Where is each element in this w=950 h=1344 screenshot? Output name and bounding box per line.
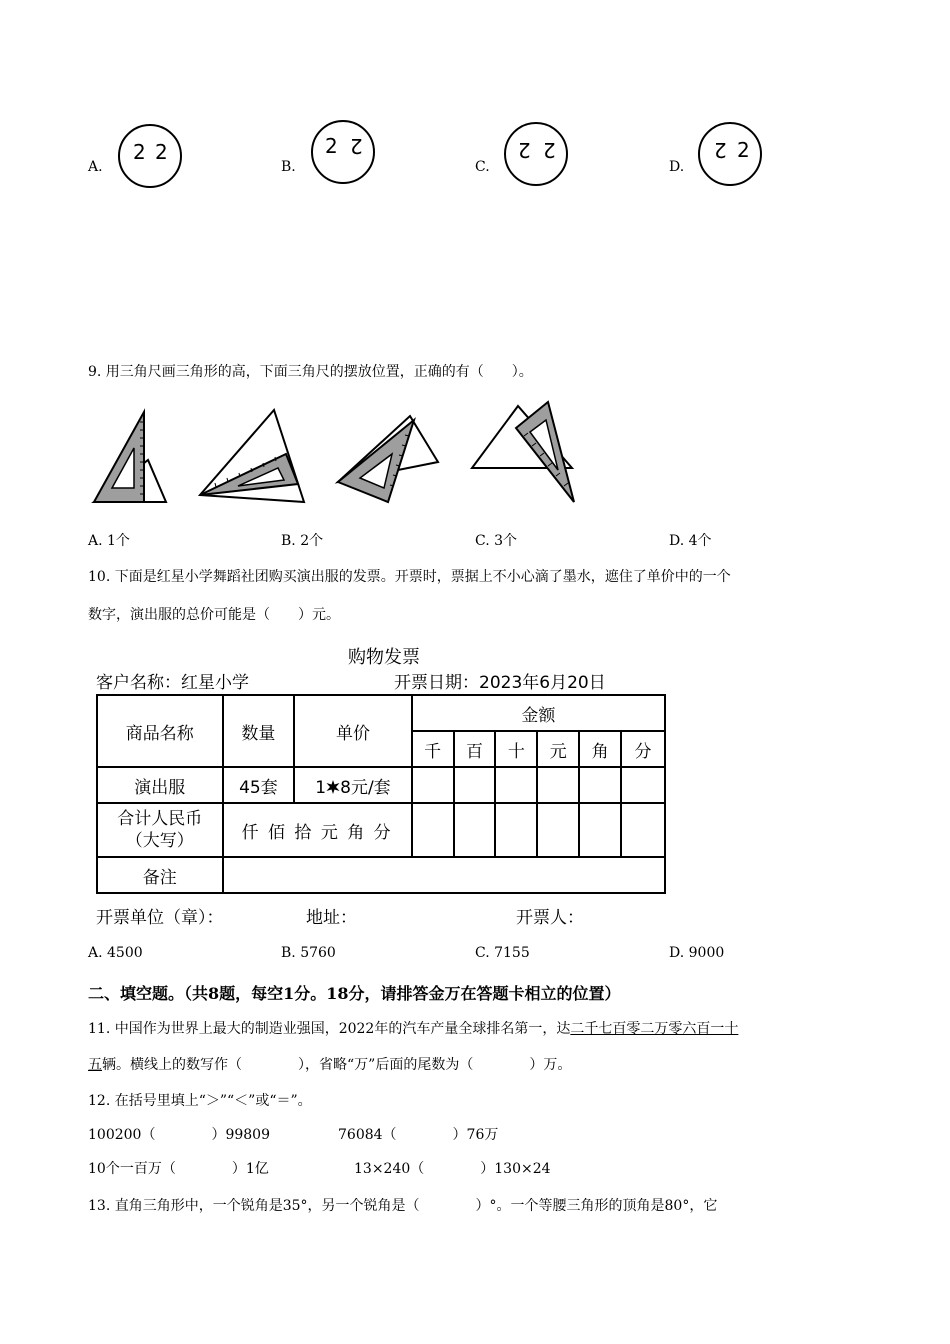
invoice-col-qty: 数量 xyxy=(223,695,295,767)
q11-underline2: 五 xyxy=(88,1057,102,1073)
q10-option-d: D. 9000 xyxy=(669,945,725,961)
q8-b-digit-right: 2 xyxy=(350,134,363,158)
q8-option-c-label: C. xyxy=(475,159,490,175)
invoice-total-cell xyxy=(621,803,665,857)
q8-a-digit-right: 2 xyxy=(155,140,168,164)
q9-figure-a xyxy=(94,412,166,502)
q9-triangles-figure xyxy=(88,398,588,510)
q9-text: 9. 用三角尺画三角形的高，下面三角尺的摆放位置，正确的有（ ）。 xyxy=(88,364,533,380)
q8-option-d-figure xyxy=(698,122,762,186)
price-prefix: 1 xyxy=(315,777,327,798)
price-suffix: 8元/套 xyxy=(340,777,391,798)
q11-pre: 11. 中国作为世界上最大的制造业强国，2022年的汽车产量全球排名第一，达 xyxy=(88,1021,571,1037)
q8-d-digit-right: 2 xyxy=(737,138,750,162)
q9-figure-b xyxy=(200,410,304,502)
q10-text-line2: 数字，演出服的总价可能是（ ）元。 xyxy=(88,607,340,623)
q11-line2 xyxy=(88,1054,571,1074)
invoice-item-qty: 45套 xyxy=(223,767,295,803)
q9-figure-d xyxy=(472,402,574,502)
q8-option-b-label: B. xyxy=(281,159,296,175)
invoice-address: 地址： xyxy=(306,908,357,928)
invoice-amount-cell xyxy=(412,767,454,803)
q8-c-digit-right: 2 xyxy=(543,138,556,162)
invoice-total-cell xyxy=(579,803,621,857)
q8-option-a-label: A. xyxy=(88,159,103,175)
invoice-date: 开票日期：2023年6月20日 xyxy=(394,673,606,693)
q12-text: 12. 在括号里填上“＞”“＜”或“＝”。 xyxy=(88,1093,312,1109)
q9-option-b: B. 2个 xyxy=(281,533,324,549)
invoice-drawer: 开票人： xyxy=(516,908,584,928)
invoice-customer: 客户名称：红星小学 xyxy=(96,673,249,693)
invoice-item-name: 演出服 xyxy=(97,767,223,803)
q8-a-digit-left: 2 xyxy=(133,140,146,164)
invoice-total-cell xyxy=(537,803,579,857)
invoice-unit-yuan: 元 xyxy=(537,731,579,767)
q8-b-digit-left: 2 xyxy=(325,134,338,158)
invoice-total-label xyxy=(97,803,223,857)
q10-option-a: A. 4500 xyxy=(88,945,143,961)
invoice-total-label-line2: （大写） xyxy=(125,831,194,851)
q8-option-a-figure xyxy=(118,124,182,188)
q12-row2b: 13×240（ ）130×24 xyxy=(354,1161,551,1177)
invoice-item-price xyxy=(294,767,411,803)
invoice-total-cell xyxy=(454,803,496,857)
invoice-total-words: 仟 佰 拾 元 角 分 xyxy=(223,803,412,857)
q8-d-digit-left: 2 xyxy=(714,138,727,162)
invoice-title: 购物发票 xyxy=(348,647,420,668)
q8-option-d-label: D. xyxy=(669,159,685,175)
invoice-issuer: 开票单位（章）： xyxy=(96,908,224,928)
invoice-total-cell xyxy=(495,803,537,857)
q9-option-d: D. 4个 xyxy=(669,533,712,549)
invoice-col-amount: 金额 xyxy=(412,695,665,731)
invoice-amount-cell xyxy=(621,767,665,803)
q8-option-b-figure xyxy=(311,120,375,184)
q13-text: 13. 直角三角形中，一个锐角是35°，另一个锐角是（ ）°。一个等腰三角形的顶角是80°，它 xyxy=(88,1198,718,1214)
q9-figure-c xyxy=(338,416,438,502)
ink-blot-icon xyxy=(326,780,340,794)
invoice-unit-fen: 分 xyxy=(621,731,665,767)
section2-heading: 二、填空题。（共8题，每空1分。18分，请排答金万在答题卡相立的位置） xyxy=(88,984,621,1003)
invoice-col-price: 单价 xyxy=(294,695,411,767)
invoice-col-name: 商品名称 xyxy=(97,695,223,767)
q9-option-c: C. 3个 xyxy=(475,533,518,549)
invoice-amount-cell xyxy=(495,767,537,803)
q12-row1b: 76084（ ）76万 xyxy=(338,1127,499,1143)
q8-c-digit-left: 2 xyxy=(518,138,531,162)
q9-option-a: A. 1个 xyxy=(88,533,130,549)
q10-option-b: B. 5760 xyxy=(281,945,336,961)
invoice-amount-cell xyxy=(454,767,496,803)
invoice-total-label-line1: 合计人民币 xyxy=(117,809,203,829)
q12-row1a: 100200（ ）99809 xyxy=(88,1127,270,1143)
q11-post: 辆。横线上的数写作（ ），省略“万”后面的尾数为（ ）万。 xyxy=(102,1057,572,1073)
q8-option-c-figure xyxy=(504,122,568,186)
invoice-unit-qian: 千 xyxy=(412,731,454,767)
q11-line1 xyxy=(88,1018,738,1038)
invoice-unit-bai: 百 xyxy=(454,731,496,767)
invoice-remark-cell xyxy=(223,857,665,893)
invoice-total-cell xyxy=(412,803,454,857)
invoice-amount-cell xyxy=(537,767,579,803)
q10-text-line1: 10. 下面是红星小学舞蹈社团购买演出服的发票。开票时，票据上不小心滴了墨水，遮住了单价中的一个 xyxy=(88,569,731,585)
invoice-remark-label: 备注 xyxy=(97,857,223,893)
invoice-amount-cell xyxy=(579,767,621,803)
invoice-unit-shi: 十 xyxy=(495,731,537,767)
invoice-table xyxy=(96,694,666,894)
q10-option-c: C. 7155 xyxy=(475,945,530,961)
q12-row2a: 10个一百万（ ）1亿 xyxy=(88,1161,269,1177)
invoice-unit-jiao: 角 xyxy=(579,731,621,767)
q11-underline1: 二千七百零二万零六百一十 xyxy=(570,1021,739,1037)
